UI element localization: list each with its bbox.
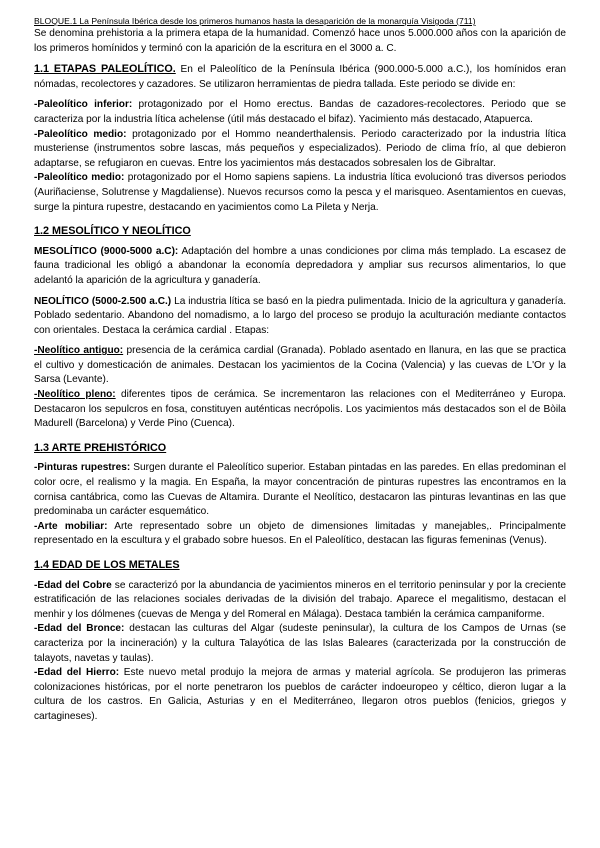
edad-cobre-text: se caracterizó por la abundancia de yacimientos mineros en el territorio peninsular y por la creciente estratificación de las relaciones sociales derivadas de la división del trabajo. Aparece el megalitismo, destacan el menhir y los dólmenes (cuevas de Menga y del Romeral en Málaga). Destaca también la cerámica campaniforme. (34, 579, 566, 620)
edad-cobre-item (34, 579, 566, 623)
neolitico-antiguo-label: -Neolítico antiguo: (34, 345, 124, 357)
mesolitico-label: MESOLÍTICO (9000-5000 a.C): (34, 245, 179, 257)
edad-cobre-label: -Edad del Cobre (34, 579, 112, 591)
paleolitico-medio-item (34, 128, 566, 172)
paleolitico-intro (34, 62, 566, 92)
arte-mobiliar-text: Arte representado sobre un objeto de dimensiones limitadas y manejables,. Principalmente representado en la escultura y el grabado sobre huesos. En el Paleolítico, destacan las figuras femeninas (Venus). (34, 520, 566, 547)
block-header: BLOQUE.1 La Península Ibérica desde los primeros humanos hasta la desaparición de la monarquía Visigoda (711) (34, 16, 476, 26)
paleolitico-medio-text: protagonizado por el Hommo neanderthalensis. Periodo caracterizado por la industria lítica musteriense (instrumentos sobre lascas, más pequeños y especializados). Periodo de clima frío, al que debieron adaptarse, se refugiaron en cuevas. Entre los yacimientos más destacados sobresalen los de Gibraltar. (34, 128, 566, 169)
neolitico-antiguo-item (34, 344, 566, 388)
arte-mobiliar-label: -Arte mobiliar: (34, 520, 108, 532)
paleolitico-intro-text: En el Paleolítico de la Península Ibérica (900.000-5.000 a.C.), los homínidos eran nómadas, recolectores y cazadores. Se utilizaron herramientas de piedra tallada. Este periodo se divide en: (34, 64, 566, 90)
neolitico-antiguo-text: presencia de la cerámica cardial (Granada). Poblado asentado en llanura, en las que se practica el cultivo y domesticación de animales. Destacan los yacimientos de la Cocina (Valencia) y las cuevas de L'Or y la Sarsa (Levante). (34, 345, 566, 386)
paleolitico-medio-sapiens-item (34, 171, 566, 215)
edad-hierro-label: -Edad del Hierro: (34, 667, 120, 679)
mesolitico-text: Adaptación del hombre a unas condiciones por clima más templado. La escasez de fauna tradicional les obligó a abandonar la economía depredadora y ampliar sus recursos alimentarios, lo que adelantó la aparición de la agricultura y ganadería. (34, 245, 566, 286)
section-title-arte-prehistorico: 1.3 ARTE PREHISTÓRICO (34, 441, 167, 454)
section-title-mesolitico-neolitico: 1.2 MESOLÍTICO Y NEOLÍTICO (34, 225, 191, 238)
paleolitico-medio-sapiens-label: -Paleolítico medio: (34, 172, 125, 184)
edad-hierro-item (34, 666, 566, 724)
neolitico-pleno-label: -Neolítico pleno: (34, 389, 116, 401)
arte-mobiliar-item (34, 520, 566, 549)
neolitico-text: La industria lítica se basó en la piedra pulimentada. Inicio de la agricultura y ganadería. Poblado sedentario. Abandono del nomadismo, a lo largo del proceso se produjo la aculturación mediante contactos con orientales. Destaca la cerámica cardial . Etapas: (34, 295, 566, 336)
section-title-edad-metales: 1.4 EDAD DE LOS METALES (34, 559, 180, 571)
neolitico-pleno-item (34, 388, 566, 432)
pinturas-rupestres-label: -Pinturas rupestres: (34, 462, 131, 474)
neolitico-pleno-text: diferentes tipos de cerámica. Se incrementaron las relaciones con el Mediterráneo y Europa. Destacaron los sepulcros en fosa, constituyen auténticas necrópolis. Los yacimientos más destacados son el de Bòila Madurell (Barcelona) y Verde Pino (Cuenca). (34, 389, 566, 430)
intro-paragraph: Se denomina prehistoria a la primera etapa de la humanidad. Comenzó hace unos 5.000.000 años con la aparición de los primeros homínidos y terminó con la aparición de la escritura en el 3000 a. C. (34, 28, 566, 54)
edad-bronce-item (34, 622, 566, 666)
edad-hierro-text: Este nuevo metal produjo la mejora de armas y material agrícola. Se produjeron las primeras colonizaciones históricas, por el norte penetraron los pueblos de carácter indoeuropeo y céltico, dieron lugar a la cultura de los castros. En Galicia, Asturias y en el Mediterráneo, llegaron otros pueblos (fenicios, griegos y cartagineses). (34, 667, 566, 722)
edad-bronce-text: destacan las culturas del Algar (sudeste peninsular), la cultura de los Campos de Urnas (se caracteriza por la incineración) y la cultura Talayótica de las Islas Baleares (caracterizada por la construcción de talayots, navetas y taulas). (34, 623, 566, 664)
pinturas-rupestres-item (34, 461, 566, 519)
edad-bronce-label: -Edad del Bronce: (34, 623, 125, 635)
pinturas-rupestres-text: Surgen durante el Paleolítico superior. Estaban pintadas en las paredes. En ellas predominan el color ocre, el realismo y la magia. En España, la mayor concentración de pinturas rupestres las encontramos en la cornisa cantábrica, como las Cuevas de Altamira. Durante el Neolítico, destacaron las pinturas levantinas en las que predominaba un carácter esquemático. (34, 462, 566, 518)
section-title-paleolitico: 1.1 ETAPAS PALEOLÍTICO. (34, 63, 176, 76)
neolitico-label: NEOLÍTICO (5000-2.500 a.C.) (34, 295, 172, 307)
paleolitico-inferior-label: -Paleolítico inferior: (34, 99, 133, 111)
neolitico-item (34, 295, 566, 339)
paleolitico-inferior-item (34, 98, 566, 127)
paleolitico-inferior-text: protagonizado por el Homo erectus. Bandas de cazadores-recolectores. Periodo que se caracteriza por la industria lítica achelense (útil más destacado el bifaz). Yacimiento más destacado, Atapuerca. (34, 99, 566, 125)
paleolitico-medio-sapiens-text: protagonizado por el Homo sapiens sapiens. La industria lítica evolucionó tras diversos periodos (Auriñaciense, Solutrense y Magdaliense). Nuevos recursos como la pesca y el marisqueo. Asentamientos en cuevas, surge la pintura rupestre, destacando en yacimientos como La Pileta y Nerja. (34, 172, 566, 213)
paleolitico-medio-label: -Paleolítico medio: (34, 128, 127, 140)
mesolitico-item (34, 245, 566, 289)
